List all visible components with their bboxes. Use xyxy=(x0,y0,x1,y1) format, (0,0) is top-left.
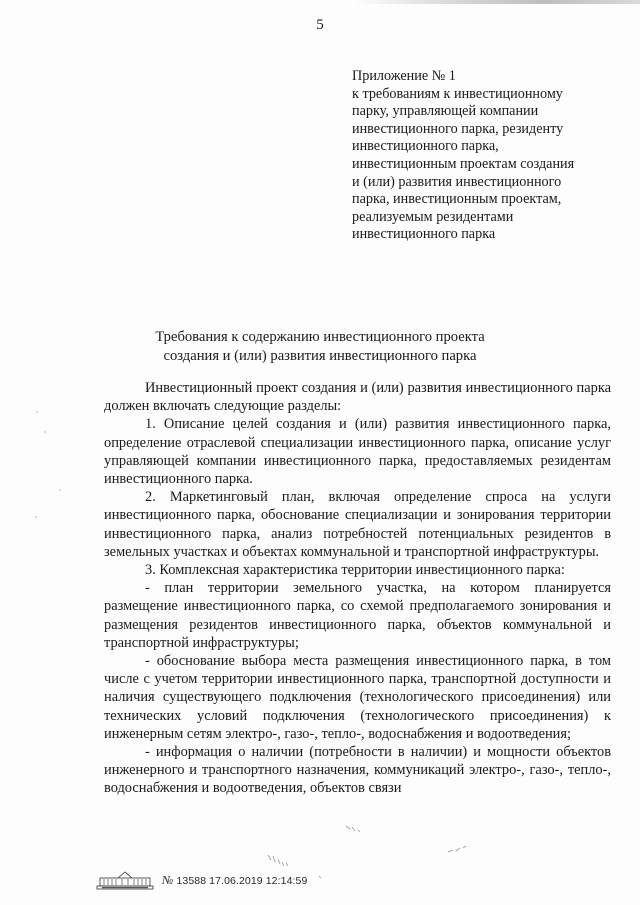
appendix-block xyxy=(352,68,602,244)
stamp-text xyxy=(162,873,307,888)
appendix-line: реализуемым резидентами xyxy=(352,208,514,225)
building-emblem-icon xyxy=(96,870,154,890)
intro-paragraph: Инвестиционный проект создания и (или) развития инвестиционного парка должен включать следующие разделы: xyxy=(104,380,611,415)
section-item-1: 1. Описание целей создания и (или) развития инвестиционного парка, определение отраслевой специализации инвестиционного парка, описание услуг управляющей компании инвестиционного парка, предоставляемых резидентам инвестиционного парка. xyxy=(104,416,611,488)
dash-item-2: - обоснование выбора места размещения инвестиционного парка, в том числе с учетом территории инвестиционного парка, транспортной доступности и наличия существующего подключения (технологического присоединения) или технических условий подключения (технологического присоединения) к инженерным сетям электро-, газо-, тепло-, водоснабжения и водоотведения; xyxy=(104,653,611,742)
number-symbol: № xyxy=(162,872,174,887)
appendix-line: к требованиям к инвестиционному xyxy=(352,85,563,102)
appendix-line: Приложение № 1 xyxy=(352,68,456,84)
scan-top-edge xyxy=(0,0,640,4)
appendix-line: парка, инвестиционным проектам, xyxy=(352,191,562,208)
appendix-line: парку, управляющей компании xyxy=(352,103,539,120)
heading-line-2: создания и (или) развития инвестиционного парка xyxy=(163,347,477,364)
registration-stamp xyxy=(96,869,307,891)
appendix-line: и (или) развития инвестиционного xyxy=(352,173,562,190)
heading-line-1: Требования к содержанию инвестиционного проекта xyxy=(155,329,485,345)
document-heading xyxy=(0,328,640,365)
appendix-line: инвестиционного парка, резиденту xyxy=(352,120,564,137)
document-body xyxy=(104,379,611,798)
appendix-line: инвестиционного парка, xyxy=(352,138,499,155)
stamp-number-datetime: 13588 17.06.2019 12:14:59 xyxy=(176,874,308,887)
appendix-line: инвестиционным проектам создания xyxy=(352,155,575,172)
section-item-3: 3. Комплексная характеристика территории инвестиционного парка: xyxy=(145,562,565,579)
appendix-line: инвестиционного парка xyxy=(352,226,496,243)
page-number: 5 xyxy=(316,17,324,33)
dash-item-1: - план территории земельного участка, на котором планируется размещение инвестиционного парка, со схемой предполагаемого зонирования и размещения резидентов инвестиционного парка, объектов коммунальной и транспортной инфраструктуры; xyxy=(104,580,611,651)
dash-item-3: - информация о наличии (потребности в наличии) и мощности объектов инженерного и транспортного назначения, коммуникаций электро-, газо-, тепло-, водоснабжения и водоотведения, объектов связи xyxy=(104,744,611,797)
section-item-2: 2. Маркетинговый план, включая определение спроса на услуги инвестиционного парка, обоснование специализации и зонирования территории инвестиционного парка, анализ потребностей потенциальных резидентов в земельных участках и объектах коммунальной и транспортной инфраструктуры. xyxy=(104,489,611,560)
